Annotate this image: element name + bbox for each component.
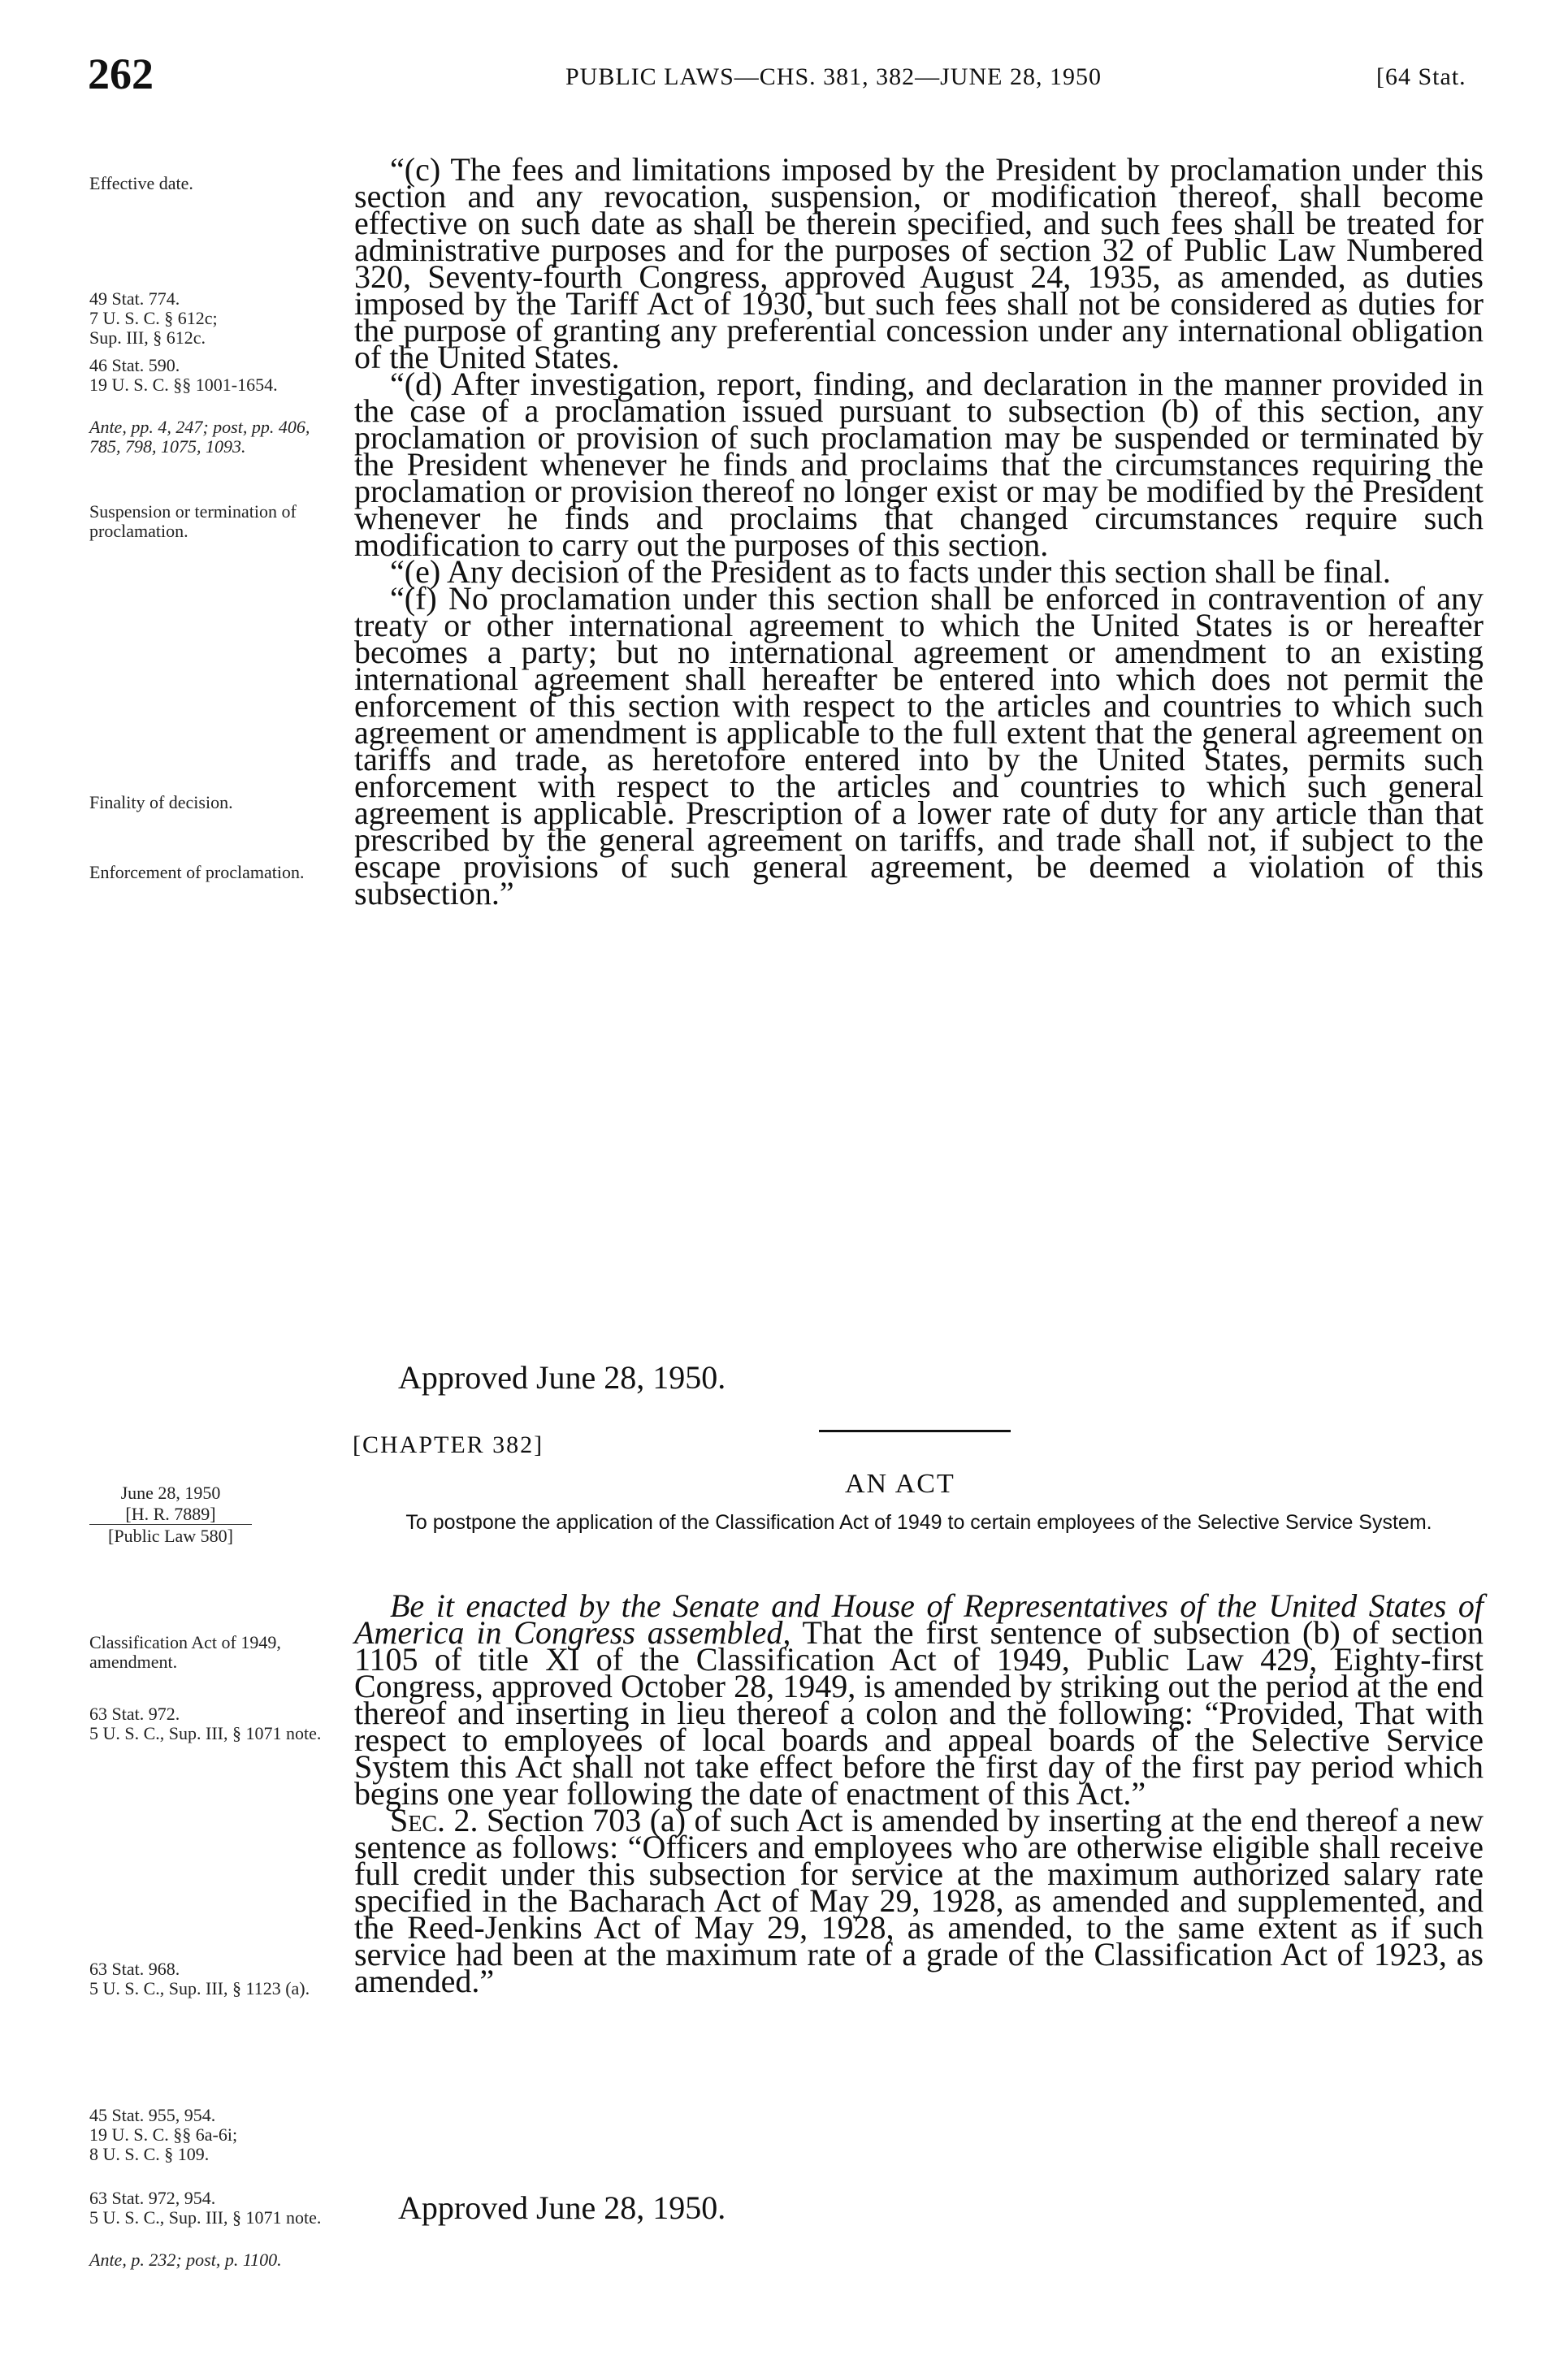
act-subtitle: To postpone the application of the Classification Act of 1949 to certain employees of the Selective Service System. bbox=[405, 1511, 1432, 1534]
subsection-c: “(c) The fees and limitations imposed by the President by proclamation under this section and any revocation, suspension, or modification thereof, shall become effective on such date as shall be therein specified, and such fees shall be treated for administrative purposes and for the purposes of section 32 of Public Law Numbered 320, Seventy-fourth Congress, approved August 24, 1935, as amended, as duties imposed by the Tariff Act of 1930, but such fees shall not be considered as duties for the purpose of granting any preferential concession under any international obligation of the United States. bbox=[354, 151, 1484, 375]
act-title: AN ACT bbox=[845, 1469, 955, 1499]
margin-citation: 63 Stat. 972. bbox=[89, 1704, 180, 1724]
margin-citation: 19 U. S. C. §§ 1001-1654. bbox=[89, 375, 278, 395]
margin-note-classification: Classification Act of 1949, amendment. bbox=[89, 1632, 281, 1672]
margin-note-enforcement: Enforcement of proclamation. bbox=[89, 862, 305, 882]
margin-citation: 49 Stat. 774. bbox=[89, 288, 180, 309]
section-divider bbox=[819, 1430, 1011, 1432]
statute-reference: [64 Stat. bbox=[1376, 63, 1466, 90]
margin-citation: Ante, pp. 4, 247; post, pp. 406, 785, 798, 1075, 1093. bbox=[89, 417, 310, 457]
margin-citation: 5 U. S. C., Sup. III, § 1123 (a). bbox=[89, 1978, 310, 1998]
section-2-text: Section 703 (a) of such Act is amended by inserting at the end thereof a new sentence as follows: “Officers and employees who are otherwise eligible shall receive full credit under this subsection for service at the maximum authorized salary rate specified in the Bacharach Act of May 29, 1928, as amended and supplemented, and the Reed-Jenkins Act of May 29, 1928, as amended, to the same extent as if such service had been at the maximum rate of a grade of the Classification Act of 1923, as amended.” bbox=[354, 1802, 1484, 1999]
margin-citation: Sup. III, § 612c. bbox=[89, 327, 206, 348]
margin-citation: 5 U. S. C., Sup. III, § 1071 note. bbox=[89, 1723, 322, 1743]
approval-line: Approved June 28, 1950. bbox=[398, 1359, 726, 1396]
margin-citation: 8 U. S. C. § 109. bbox=[89, 2144, 210, 2164]
body-text-chapter-382 bbox=[354, 1587, 1484, 1999]
page-header bbox=[0, 49, 1568, 122]
section-2 bbox=[354, 1802, 1484, 1999]
margin-citation: Ante, p. 232; post, p. 1100. bbox=[89, 2250, 282, 2270]
margin-note-effective-date: Effective date. bbox=[89, 173, 193, 193]
margin-note-finality: Finality of decision. bbox=[89, 792, 233, 812]
subsection-f: “(f) No proclamation under this section shall be enforced in contravention of any treaty or other international agreement to which the United States is or hereafter becomes a party; but no international agreement or amendment to an existing international agreement shall hereafter be entered into which does not permit the enforcement of this section with respect to the articles and countries to which such agreement or amendment is applicable to the full extent that the general agreement on tariffs and trade, as heretofore entered into by the United States, permits such enforcement with respect to the articles and countries to which such general agreement is applicable. Prescription of a lower rate of duty for any article than that prescribed by the general agreement on tariffs, and trade shall not, if subject to the escape provisions of such general agreement, be deemed a violation of this subsection.” bbox=[354, 580, 1484, 912]
section-2-label: Sec. 2. bbox=[390, 1802, 479, 1838]
enacting-clause: Be it enacted by the Senate and House of Representatives of the United States of America in Congress assembled, bbox=[354, 1587, 1484, 1651]
chapter-heading: [CHAPTER 382] bbox=[353, 1431, 544, 1458]
body-text-chapter-381 bbox=[354, 151, 1484, 912]
page-number: 262 bbox=[88, 50, 154, 98]
subsection-d: “(d) After investigation, report, finding, and declaration in the manner provided in the case of a proclamation issued pursuant to subsection (b) of this section, any proclamation or provision of such proclamation may be suspended or terminated by the President whenever he finds and proclaims that the circumstances requiring the proclamation or provision thereof no longer exist or may be modified by the President whenever he finds and proclaims that changed circumstances require such modification to carry out the purposes of this section. bbox=[354, 366, 1484, 563]
section-1-text: That the first sentence of subsection (b) of section 1105 of title XI of the Classification Act of 1949, Public Law 429, Eighty-first Congress, approved October 28, 1949, is amended by striking out the period at the end thereof and inserting in lieu thereof a colon and the following: “Provided, That with respect to employees of local boards and appeal boards of the Selective Service System this Act shall not take effect before the first day of the first pay period which begins one year following the date of enactment of this Act.” bbox=[354, 1614, 1484, 1812]
margin-citation: 63 Stat. 968. bbox=[89, 1959, 180, 1979]
section-1 bbox=[354, 1587, 1484, 1812]
margin-citation: 7 U. S. C. § 612c; bbox=[89, 308, 218, 328]
approval-line: Approved June 28, 1950. bbox=[398, 2189, 726, 2226]
margin-citation: 19 U. S. C. §§ 6a-6i; bbox=[89, 2124, 238, 2145]
margin-citation: 46 Stat. 590. bbox=[89, 355, 180, 375]
margin-citation: 45 Stat. 955, 954. bbox=[89, 2105, 216, 2125]
bill-public-law: [Public Law 580] bbox=[89, 1524, 252, 1546]
subsection-e: “(e) Any decision of the President as to facts under this section shall be final. bbox=[390, 553, 1391, 590]
bill-date: June 28, 1950 bbox=[120, 1483, 221, 1503]
margin-citation: 5 U. S. C., Sup. III, § 1071 note. bbox=[89, 2207, 322, 2228]
margin-note-suspension: Suspension or termination of proclamation. bbox=[89, 501, 297, 541]
running-head: PUBLIC LAWS—CHS. 381, 382—JUNE 28, 1950 bbox=[565, 63, 1102, 90]
bill-hr-number: [H. R. 7889] bbox=[125, 1504, 216, 1524]
margin-citation: 63 Stat. 972, 954. bbox=[89, 2188, 216, 2208]
